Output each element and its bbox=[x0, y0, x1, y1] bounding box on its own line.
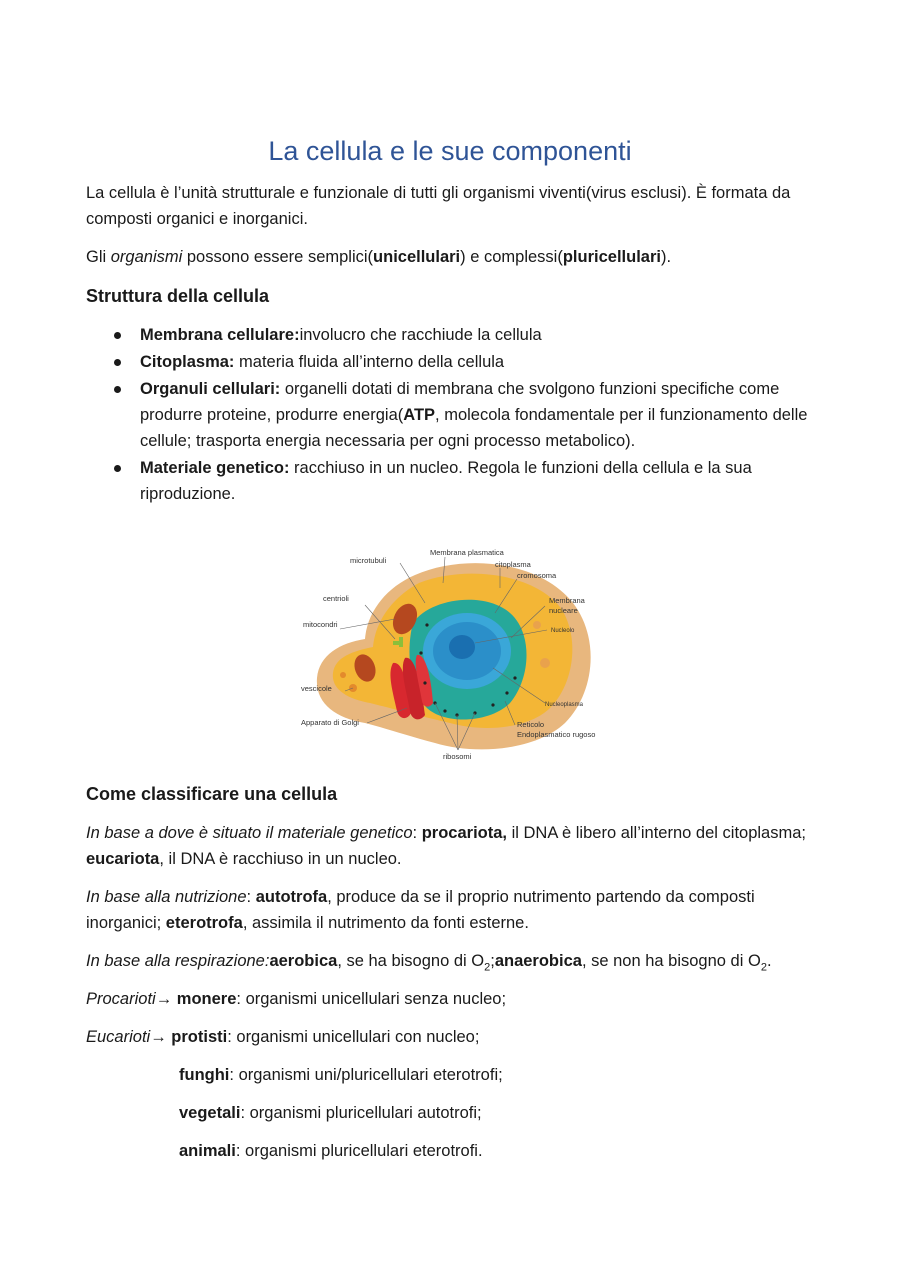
classification-funghi bbox=[179, 1062, 899, 1088]
text-span: involucro che racchiude la cellula bbox=[299, 326, 542, 344]
ribosome bbox=[419, 651, 422, 654]
label-reticolo-2: Endoplasmatico rugoso bbox=[517, 730, 596, 739]
list-item bbox=[86, 455, 816, 507]
arrow-icon: → bbox=[155, 990, 177, 1008]
italic-term: Procarioti bbox=[86, 990, 156, 1008]
label-cromosoma: cromosoma bbox=[517, 571, 557, 580]
text-span: , se ha bisogno di O bbox=[337, 952, 485, 970]
list-item bbox=[86, 322, 816, 348]
subscript: 2 bbox=[484, 961, 491, 974]
text-span: : bbox=[246, 888, 256, 906]
vesicle bbox=[340, 672, 346, 678]
text-span: . bbox=[766, 952, 772, 970]
bold-term: ATP bbox=[403, 406, 436, 424]
classification-eucarioti bbox=[86, 1024, 806, 1050]
page-title: La cellula e le sue componenti bbox=[268, 136, 632, 166]
nucleolus bbox=[449, 635, 475, 659]
bold-term: pluricellulari bbox=[562, 248, 661, 266]
text-span: ). bbox=[660, 248, 672, 266]
ribosome bbox=[505, 691, 508, 694]
text-span: materia fluida all’interno della cellula bbox=[234, 353, 505, 371]
text-span: , assimila il nutrimento da fonti esterne. bbox=[242, 914, 529, 932]
text-span: organelli dotati di membrana che svolgono funzioni specifiche come produrre proteine, produrre energia( bbox=[140, 380, 780, 424]
intro-paragraph-1: La cellula è l’unità strutturale e funzionale di tutti gli organismi viventi(virus esclusi). È formata da composti organici e inorganici. bbox=[86, 184, 791, 228]
italic-term: In base alla respirazione: bbox=[86, 952, 270, 970]
text-span: : organismi pluricellulari autotrofi; bbox=[240, 1104, 482, 1122]
bold-term: aerobica bbox=[269, 952, 338, 970]
bold-term: procariota, bbox=[421, 824, 507, 842]
section-heading-struttura: Struttura della cellula bbox=[86, 286, 270, 306]
cell-diagram bbox=[295, 543, 610, 765]
text-span: ) e complessi( bbox=[460, 248, 563, 266]
list-item bbox=[86, 376, 816, 454]
bullet-icon bbox=[114, 465, 121, 472]
label-membrana-nucleare-2: nucleare bbox=[549, 606, 578, 615]
text-span: racchiuso in un nucleo. Regola le funzioni della cellula e la sua riproduzione. bbox=[140, 459, 752, 503]
label-membrana-nucleare-1: Membrana bbox=[549, 596, 585, 605]
classification-nutrition bbox=[86, 884, 806, 936]
label-nucleolo: Nucleolo bbox=[551, 628, 575, 634]
bold-term: animali bbox=[179, 1142, 236, 1160]
classification-respiration bbox=[86, 948, 826, 980]
label-microtubuli: microtubuli bbox=[350, 556, 387, 565]
ribosome bbox=[423, 681, 426, 684]
bold-term: eterotrofa bbox=[165, 914, 243, 932]
label-mitocondri: mitocondri bbox=[303, 620, 338, 629]
bullet-icon bbox=[114, 386, 121, 393]
text-span: , molecola fondamentale per il funzionamento delle cellule; trasporta energia necessaria per ogni processo metabolico). bbox=[140, 406, 808, 450]
vesicle bbox=[540, 658, 550, 668]
bold-term: protisti bbox=[171, 1028, 228, 1046]
label-membrana-plasmatica: Membrana plasmatica bbox=[430, 548, 504, 557]
vesicle bbox=[533, 621, 541, 629]
list-item bbox=[86, 349, 816, 375]
classification-procarioti bbox=[86, 986, 806, 1012]
label-nucleoplasma: Nucleoplasma bbox=[545, 702, 584, 708]
label-centrioli: centrioli bbox=[323, 594, 349, 603]
text-span: : bbox=[412, 824, 422, 842]
text-span: , se non ha bisogno di O bbox=[581, 952, 761, 970]
section-heading-classificazione: Come classificare una cellula bbox=[86, 784, 338, 804]
bold-term: vegetali bbox=[179, 1104, 241, 1122]
ribosome bbox=[443, 709, 446, 712]
intro-paragraph-2 bbox=[86, 244, 806, 270]
subscript: 2 bbox=[760, 961, 767, 974]
text-span: possono essere semplici( bbox=[182, 248, 374, 266]
text-span: : organismi pluricellulari eterotrofi. bbox=[235, 1142, 483, 1160]
bold-term: eucariota bbox=[86, 850, 160, 868]
bold-term: unicellulari bbox=[373, 248, 461, 266]
text-span: : organismi unicellulari senza nucleo; bbox=[236, 990, 507, 1008]
bullet-icon bbox=[114, 359, 121, 366]
bullet-icon bbox=[114, 332, 121, 339]
text-span: , produce da se il proprio nutrimento partendo da composti inorganici; bbox=[86, 888, 755, 932]
arrow-icon: → bbox=[150, 1028, 172, 1046]
label-golgi: Apparato di Golgi bbox=[301, 718, 359, 727]
text-span: , il DNA è racchiuso in un nucleo. bbox=[159, 850, 402, 868]
bold-term: monere bbox=[176, 990, 237, 1008]
text-span: : organismi unicellulari con nucleo; bbox=[227, 1028, 480, 1046]
bold-term: funghi bbox=[179, 1066, 230, 1084]
label-citoplasma: citoplasma bbox=[495, 560, 531, 569]
label-vescicole: vescicole bbox=[301, 684, 332, 693]
bold-term: Membrana cellulare: bbox=[140, 326, 300, 344]
bold-term: Citoplasma: bbox=[140, 353, 235, 371]
classification-location bbox=[86, 820, 806, 872]
text-span: : organismi uni/pluricellulari eterotrofi; bbox=[229, 1066, 503, 1084]
classification-animali bbox=[179, 1138, 899, 1164]
bold-term: Organuli cellulari: bbox=[140, 380, 281, 398]
bold-term: anaerobica bbox=[494, 952, 582, 970]
text-span: Gli bbox=[86, 248, 111, 266]
ribosome bbox=[425, 623, 428, 626]
text-span: ; bbox=[490, 952, 495, 970]
label-ribosomi: ribosomi bbox=[443, 752, 472, 761]
italic-term: In base a dove è situato il materiale genetico bbox=[86, 824, 413, 842]
italic-term: organismi bbox=[110, 248, 183, 266]
classification-vegetali bbox=[179, 1100, 899, 1126]
italic-term: In base alla nutrizione bbox=[86, 888, 247, 906]
bold-term: autotrofa bbox=[255, 888, 328, 906]
centriole bbox=[399, 637, 403, 647]
ribosome bbox=[491, 703, 494, 706]
bold-term: Materiale genetico: bbox=[140, 459, 290, 477]
ribosome bbox=[513, 676, 516, 679]
label-reticolo-1: Reticolo bbox=[517, 720, 545, 729]
structure-list bbox=[86, 322, 816, 508]
text-span: il DNA è libero all’interno del citoplasma; bbox=[507, 824, 806, 842]
italic-term: Eucarioti bbox=[86, 1028, 151, 1046]
